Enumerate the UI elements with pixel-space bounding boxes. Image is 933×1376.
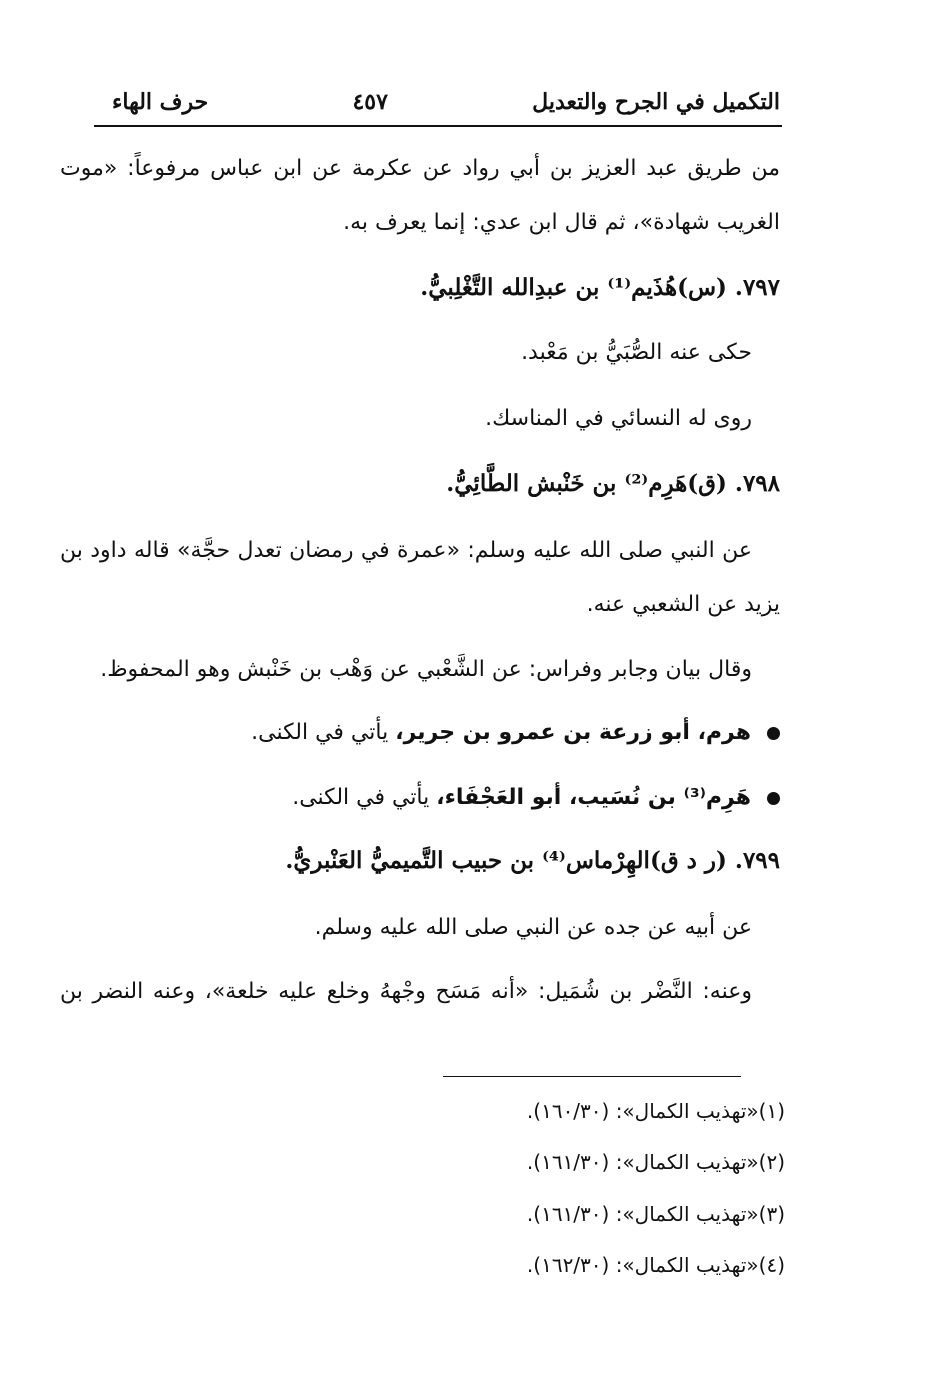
header-chapter-title: حرف الهاء (112, 89, 209, 115)
body-line-5: عن النبي صلى الله عليه وسلم: «عمرة في رمضان تعدل حجَّة» قاله داود بن (60, 538, 752, 563)
body-line-9: وعنه: النَّضْر بن شُمَيل: «أنه مَسَح وجْههُ وخلع عليه خلعة»، وعنه النضر بن (60, 979, 752, 1004)
header-rule (94, 125, 782, 127)
body-line-7: وقال بيان وجابر وفراس: عن الشَّعْبي عن وَهْب بن خَنْبش وهو المحفوظ. (100, 657, 752, 682)
entry-798: ٧٩٨. (ق)هَرِم⁽²⁾ بن خَنْبش الطَّائِيُّ. (446, 470, 780, 497)
bullet-item-1 (251, 718, 780, 748)
bullet-item-2 (292, 783, 780, 813)
body-line-1: من طريق عبد العزيز بن أبي رواد عن عكرمة عن ابن عباس مرفوعاً: «موت (60, 156, 780, 181)
bullet-dot (767, 792, 780, 805)
body-line-4: روى له النسائي في المناسك. (485, 406, 752, 431)
footnote-4: (٤)«تهذيب الكمال»: (١٦٢/٣٠). (526, 1253, 785, 1277)
body-line-2: الغريب شهادة»، ثم قال ابن عدي: إنما يعرف به. (343, 210, 780, 235)
running-header (112, 82, 780, 122)
bullet-2-note: يأتي في الكنى. (292, 785, 437, 810)
entry-797: ٧٩٧. (س)هُذَيم⁽¹⁾ بن عبدِالله التَّغْلِبيُّ. (420, 274, 780, 301)
footnote-1: (١)«تهذيب الكمال»: (١٦٠/٣٠). (526, 1099, 785, 1123)
body-line-6: يزيد عن الشعبي عنه. (586, 592, 780, 617)
header-book-title: التكميل في الجرح والتعديل (532, 89, 780, 115)
footnote-2: (٢)«تهذيب الكمال»: (١٦١/٣٠). (526, 1150, 785, 1174)
footnote-3: (٣)«تهذيب الكمال»: (١٦١/٣٠). (526, 1202, 785, 1226)
bullet-2-name: هَرِم⁽³⁾ بن نُسَيب، أبو العَجْفَاء، (436, 785, 751, 810)
bullet-1-name: هرم، أبو زرعة بن عمرو بن جرير، (395, 720, 751, 745)
body-line-8: عن أبيه عن جده عن النبي صلى الله عليه وسلم. (314, 915, 752, 940)
entry-799: ٧٩٩. (ر د ق)الهِرْماس⁽⁴⁾ بن حبيب التَّميميُّ العَنْبريُّ. (285, 847, 780, 874)
body-line-3: حكى عنه الصُّبَيُّ بن مَعْبد. (521, 340, 752, 365)
bullet-1-note: يأتي في الكنى. (251, 720, 396, 745)
bullet-dot (767, 727, 780, 740)
page-number: ٤٥٧ (352, 89, 388, 115)
footnote-separator (443, 1076, 741, 1077)
